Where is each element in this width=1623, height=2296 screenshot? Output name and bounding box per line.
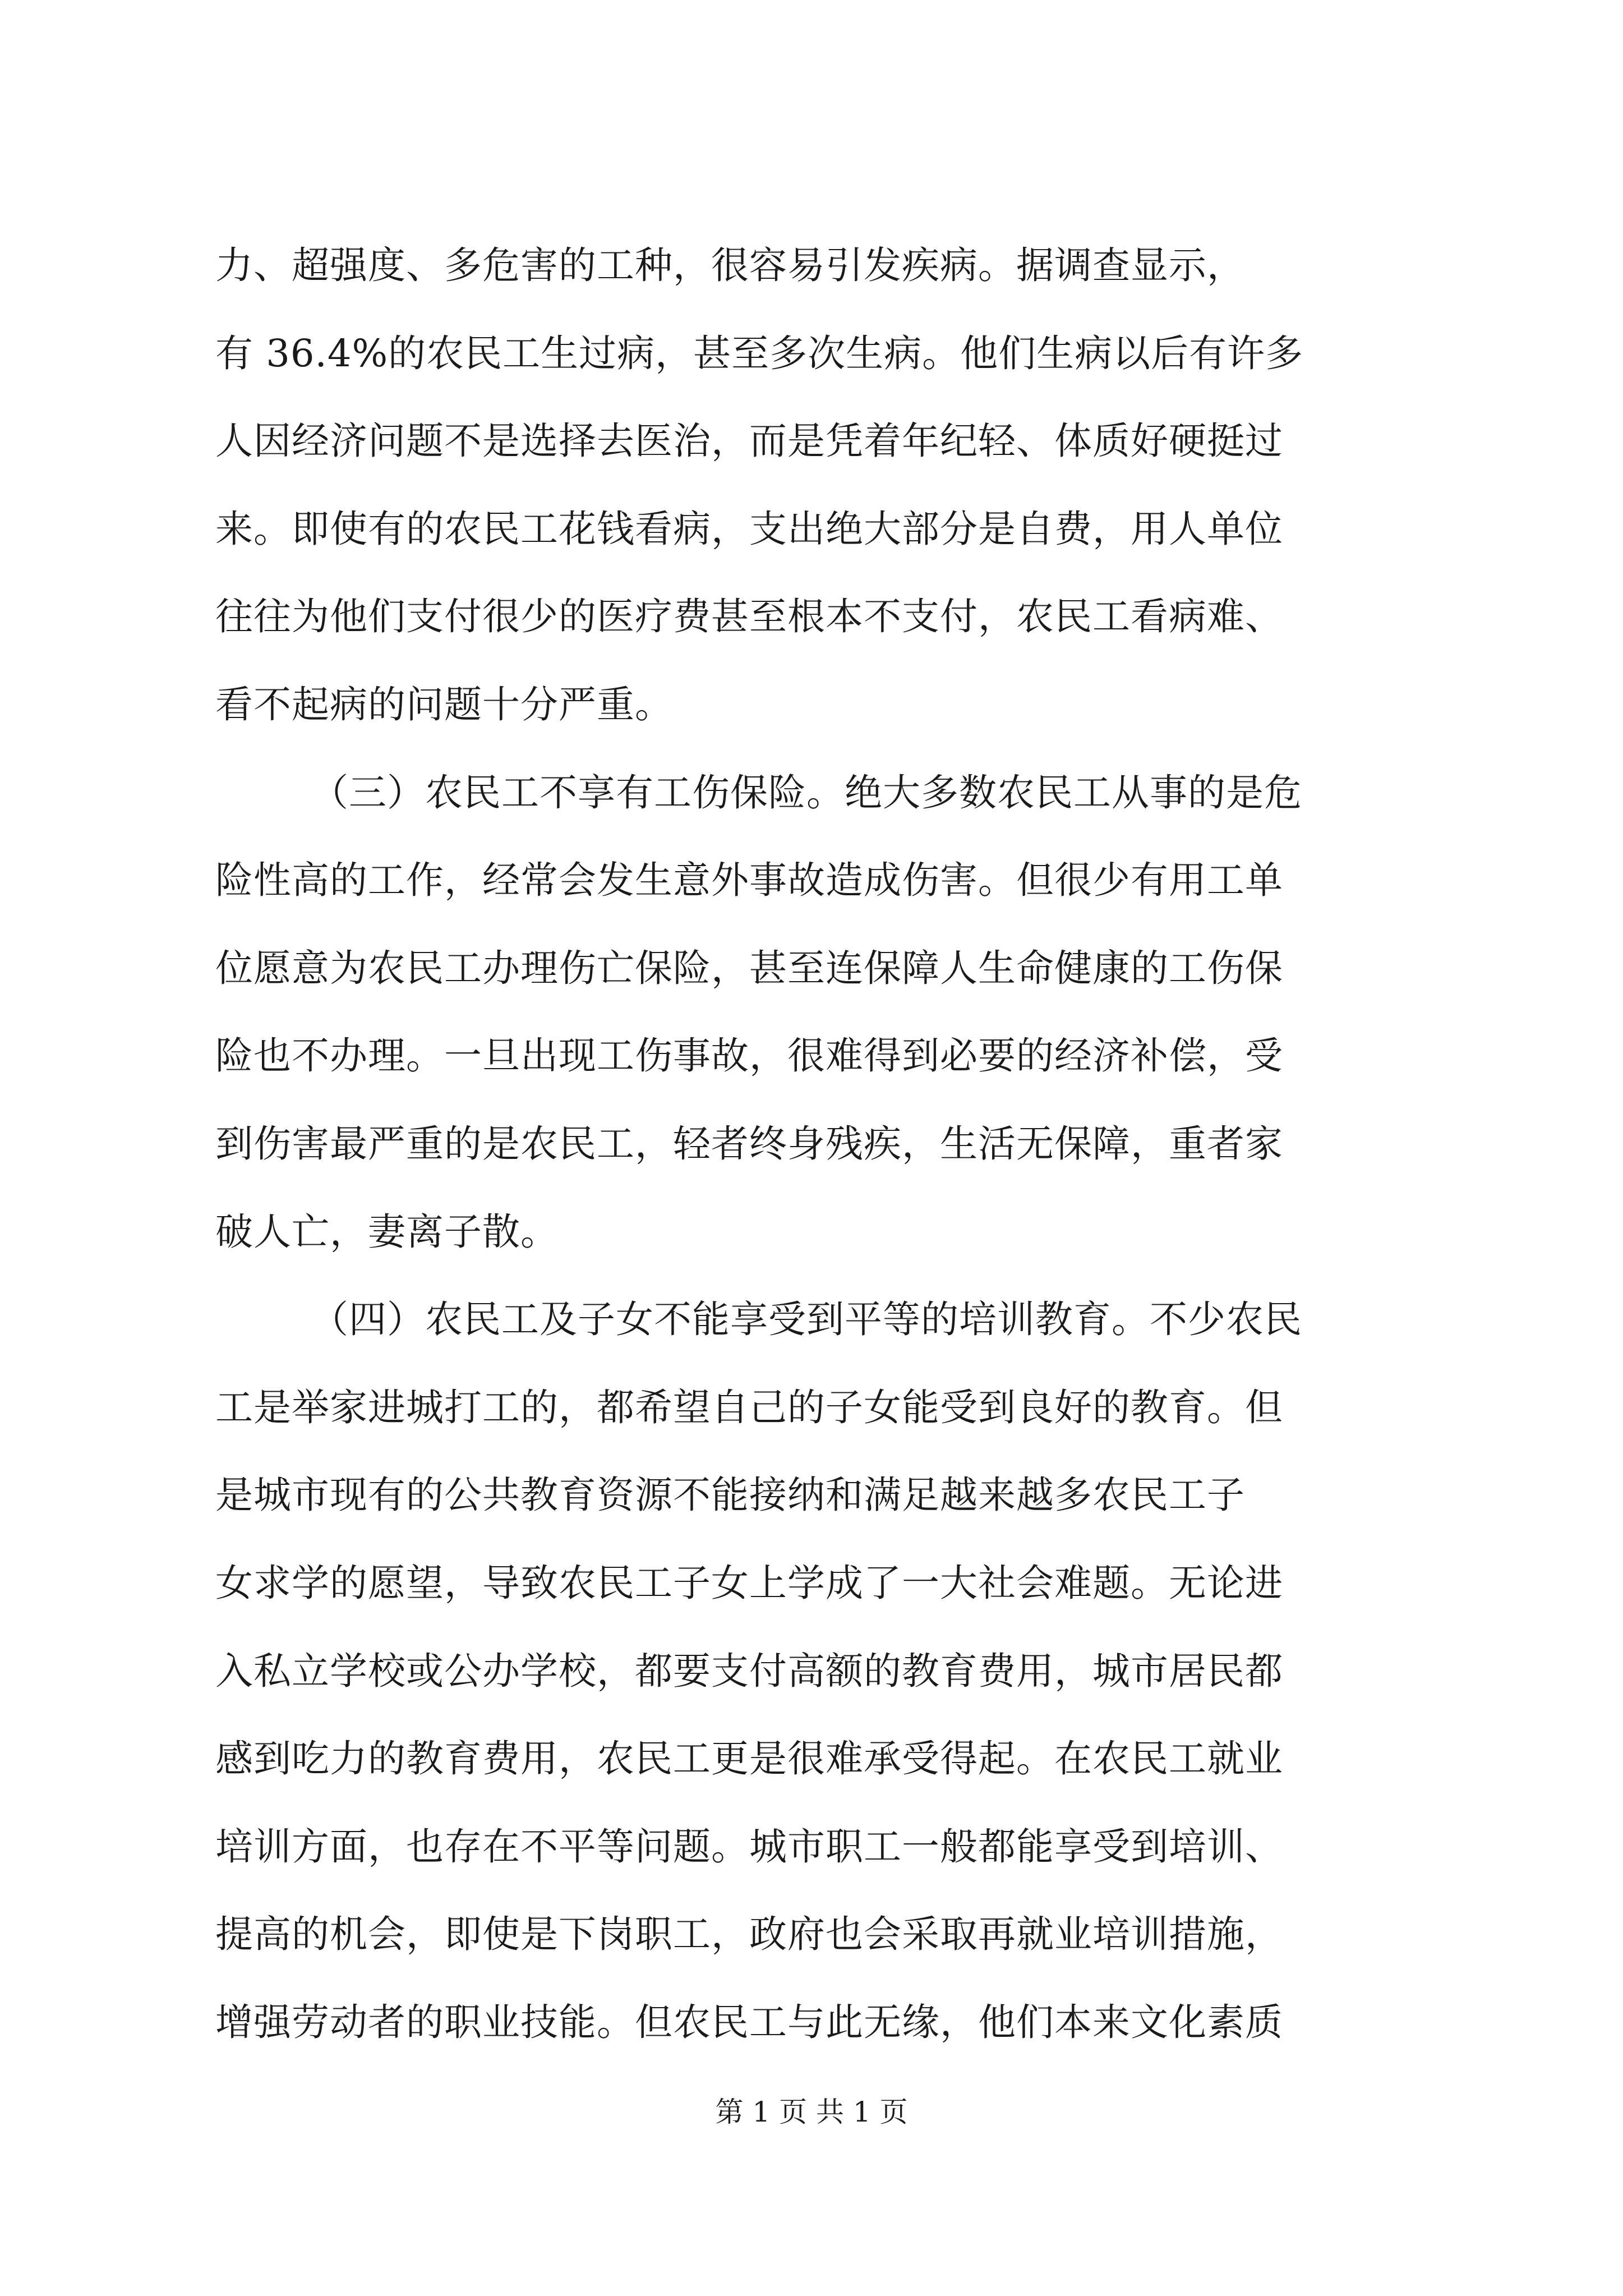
text-line: （三）农民工不享有工伤保险。绝大多数农民工从事的是危 xyxy=(311,770,1302,815)
text-line: 女求学的愿望，导致农民工子女上学成了一大社会难题。无论进 xyxy=(215,1561,1283,1605)
text-line: 险性高的工作，经常会发生意外事故造成伤害。但很少有用工单 xyxy=(215,858,1283,903)
text-line: 到伤害最严重的是农民工，轻者终身残疾，生活无保障，重者家 xyxy=(215,1121,1283,1166)
text-line: 有 36.4%的农民工生过病，甚至多次生病。他们生病以后有许多 xyxy=(215,331,1304,375)
text-line: 力、超强度、多危害的工种，很容易引发疾病。据调查显示， xyxy=(215,243,1245,287)
text-line: 培训方面，也存在不平等问题。城市职工一般都能享受到培训、 xyxy=(215,1824,1283,1869)
text-line: 提高的机会，即使是下岗职工，政府也会采取再就业培训措施， xyxy=(215,1912,1283,1957)
text-line: 破人亡，妻离子散。 xyxy=(215,1209,559,1254)
text-line: 人因经济问题不是选择去医治，而是凭着年纪轻、体质好硬挺过 xyxy=(215,419,1283,463)
text-line: 增强劳动者的职业技能。但农民工与此无缘，他们本来文化素质 xyxy=(215,2000,1283,2044)
text-line: 感到吃力的教育费用，农民工更是很难承受得起。在农民工就业 xyxy=(215,1737,1283,1781)
document-body xyxy=(215,222,1421,2066)
text-line: 入私立学校或公办学校，都要支付高额的教育费用，城市居民都 xyxy=(215,1649,1283,1693)
text-line: 险也不办理。一旦出现工伤事故，很难得到必要的经济补偿，受 xyxy=(215,1034,1283,1078)
text-line: 是城市现有的公共教育资源不能接纳和满足越来越多农民工子 xyxy=(215,1473,1245,1517)
text-line: （四）农民工及子女不能享受到平等的培训教育。不少农民 xyxy=(311,1297,1302,1342)
text-line: 来。即使有的农民工花钱看病，支出绝大部分是自费，用人单位 xyxy=(215,507,1283,551)
text-line: 往往为他们支付很少的医疗费甚至根本不支付，农民工看病难、 xyxy=(215,595,1283,639)
text-line: 工是举家进城打工的，都希望自己的子女能受到良好的教育。但 xyxy=(215,1385,1283,1429)
text-line: 位愿意为农民工办理伤亡保险，甚至连保障人生命健康的工伤保 xyxy=(215,946,1283,990)
page-footer: 第 1 页 共 1 页 xyxy=(715,2096,908,2128)
text-line: 看不起病的问题十分严重。 xyxy=(215,682,673,726)
